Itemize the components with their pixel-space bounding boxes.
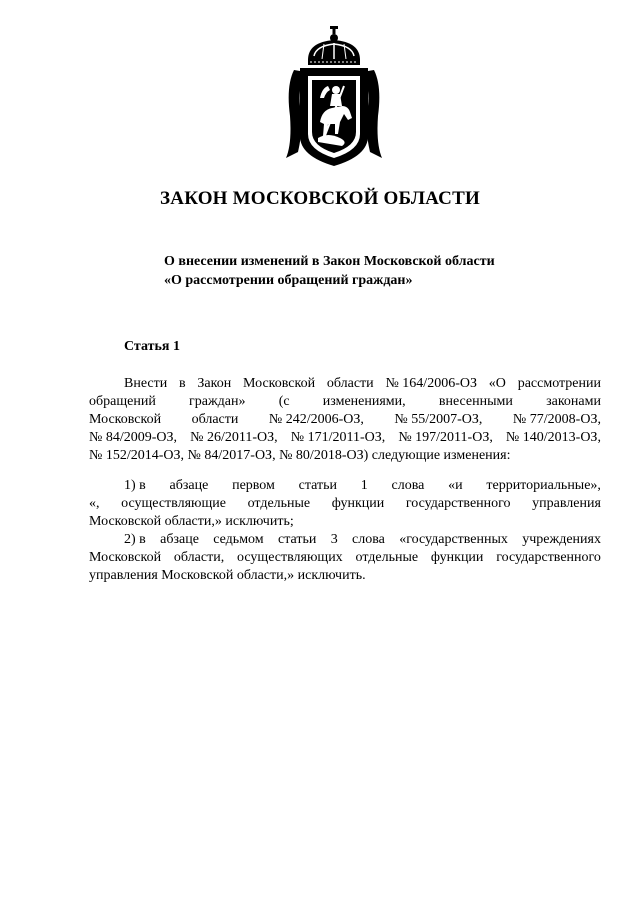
word: Московской	[243, 376, 316, 391]
word: 1	[360, 478, 368, 493]
word: «О	[488, 376, 506, 391]
word: № 55/2007-ОЗ,	[394, 412, 483, 427]
word: осуществляющих	[237, 550, 343, 565]
changes-list	[89, 477, 601, 585]
word: отдельные	[355, 550, 419, 565]
word: 1) в	[124, 478, 146, 493]
word: обращений	[89, 394, 156, 409]
intro-paragraph	[89, 375, 601, 465]
word: первом	[232, 478, 275, 493]
word: управления Московской области,» исключить.	[89, 568, 366, 583]
coat-of-arms-icon	[284, 26, 384, 170]
change-line	[89, 477, 601, 495]
law-subtitle	[164, 252, 495, 290]
word: учреждениях	[522, 532, 601, 547]
word: «государственных	[399, 532, 508, 547]
word: Внести	[124, 376, 168, 391]
word: государственного	[496, 550, 601, 565]
word: № 171/2011-ОЗ,	[290, 430, 386, 445]
word: области,	[173, 550, 225, 565]
word: (с	[278, 394, 290, 409]
word: № 197/2011-ОЗ,	[398, 430, 493, 445]
text-line	[89, 393, 601, 411]
word: Закон	[197, 376, 232, 391]
word: абзаце	[160, 532, 199, 547]
change-line	[89, 567, 601, 585]
word: в	[179, 376, 186, 391]
word: государственного	[405, 496, 511, 511]
law-title: ЗАКОН МОСКОВСКОЙ ОБЛАСТИ	[160, 188, 480, 209]
word: изменениями,	[322, 394, 406, 409]
subtitle-line: «О рассмотрении обращений граждан»	[164, 273, 413, 288]
word: Московской	[89, 412, 162, 427]
text-line	[89, 411, 601, 429]
word: № 140/2013-ОЗ,	[505, 430, 601, 445]
word: граждан»	[189, 394, 246, 409]
word: № 242/2006-ОЗ,	[268, 412, 364, 427]
word: территориальные»,	[486, 478, 601, 493]
word: № 84/2009-ОЗ,	[89, 430, 178, 445]
word: осуществляющие	[121, 496, 226, 511]
word: внесенными	[438, 394, 513, 409]
word: седьмом	[213, 532, 264, 547]
word: 3	[330, 532, 338, 547]
word: № 77/2008-ОЗ,	[512, 412, 601, 427]
word: № 164/2006-ОЗ	[385, 376, 477, 391]
word: отдельные	[247, 496, 311, 511]
word: функции	[430, 550, 484, 565]
change-line	[89, 549, 601, 567]
word: «и	[448, 478, 463, 493]
word: слова	[352, 532, 385, 547]
word: рассмотрении	[517, 376, 601, 391]
word: № 152/2014-ОЗ, № 84/2017-ОЗ, № 80/2018-ОЗ) следующие изменения:	[89, 448, 511, 463]
word: Московской	[89, 550, 162, 565]
text-line	[89, 375, 601, 393]
word: законами	[546, 394, 601, 409]
word: области	[191, 412, 239, 427]
change-line	[89, 495, 601, 513]
word: статьи	[277, 532, 317, 547]
word: абзаце	[169, 478, 209, 493]
subtitle-line: О внесении изменений в Закон Московской области	[164, 254, 495, 269]
change-line	[89, 531, 601, 549]
word: 2) в	[124, 532, 146, 547]
text-line	[89, 429, 601, 447]
crown-icon	[308, 26, 360, 65]
text-line	[89, 447, 601, 465]
word: статьи	[298, 478, 338, 493]
word: управления	[532, 496, 601, 511]
word: Московской области,» исключить;	[89, 514, 294, 529]
word: слова	[391, 478, 425, 493]
word: функции	[331, 496, 385, 511]
change-line	[89, 513, 601, 531]
word: области	[326, 376, 374, 391]
article-heading: Статья 1	[124, 339, 180, 354]
word: № 26/2011-ОЗ,	[190, 430, 278, 445]
word: «,	[89, 496, 100, 511]
